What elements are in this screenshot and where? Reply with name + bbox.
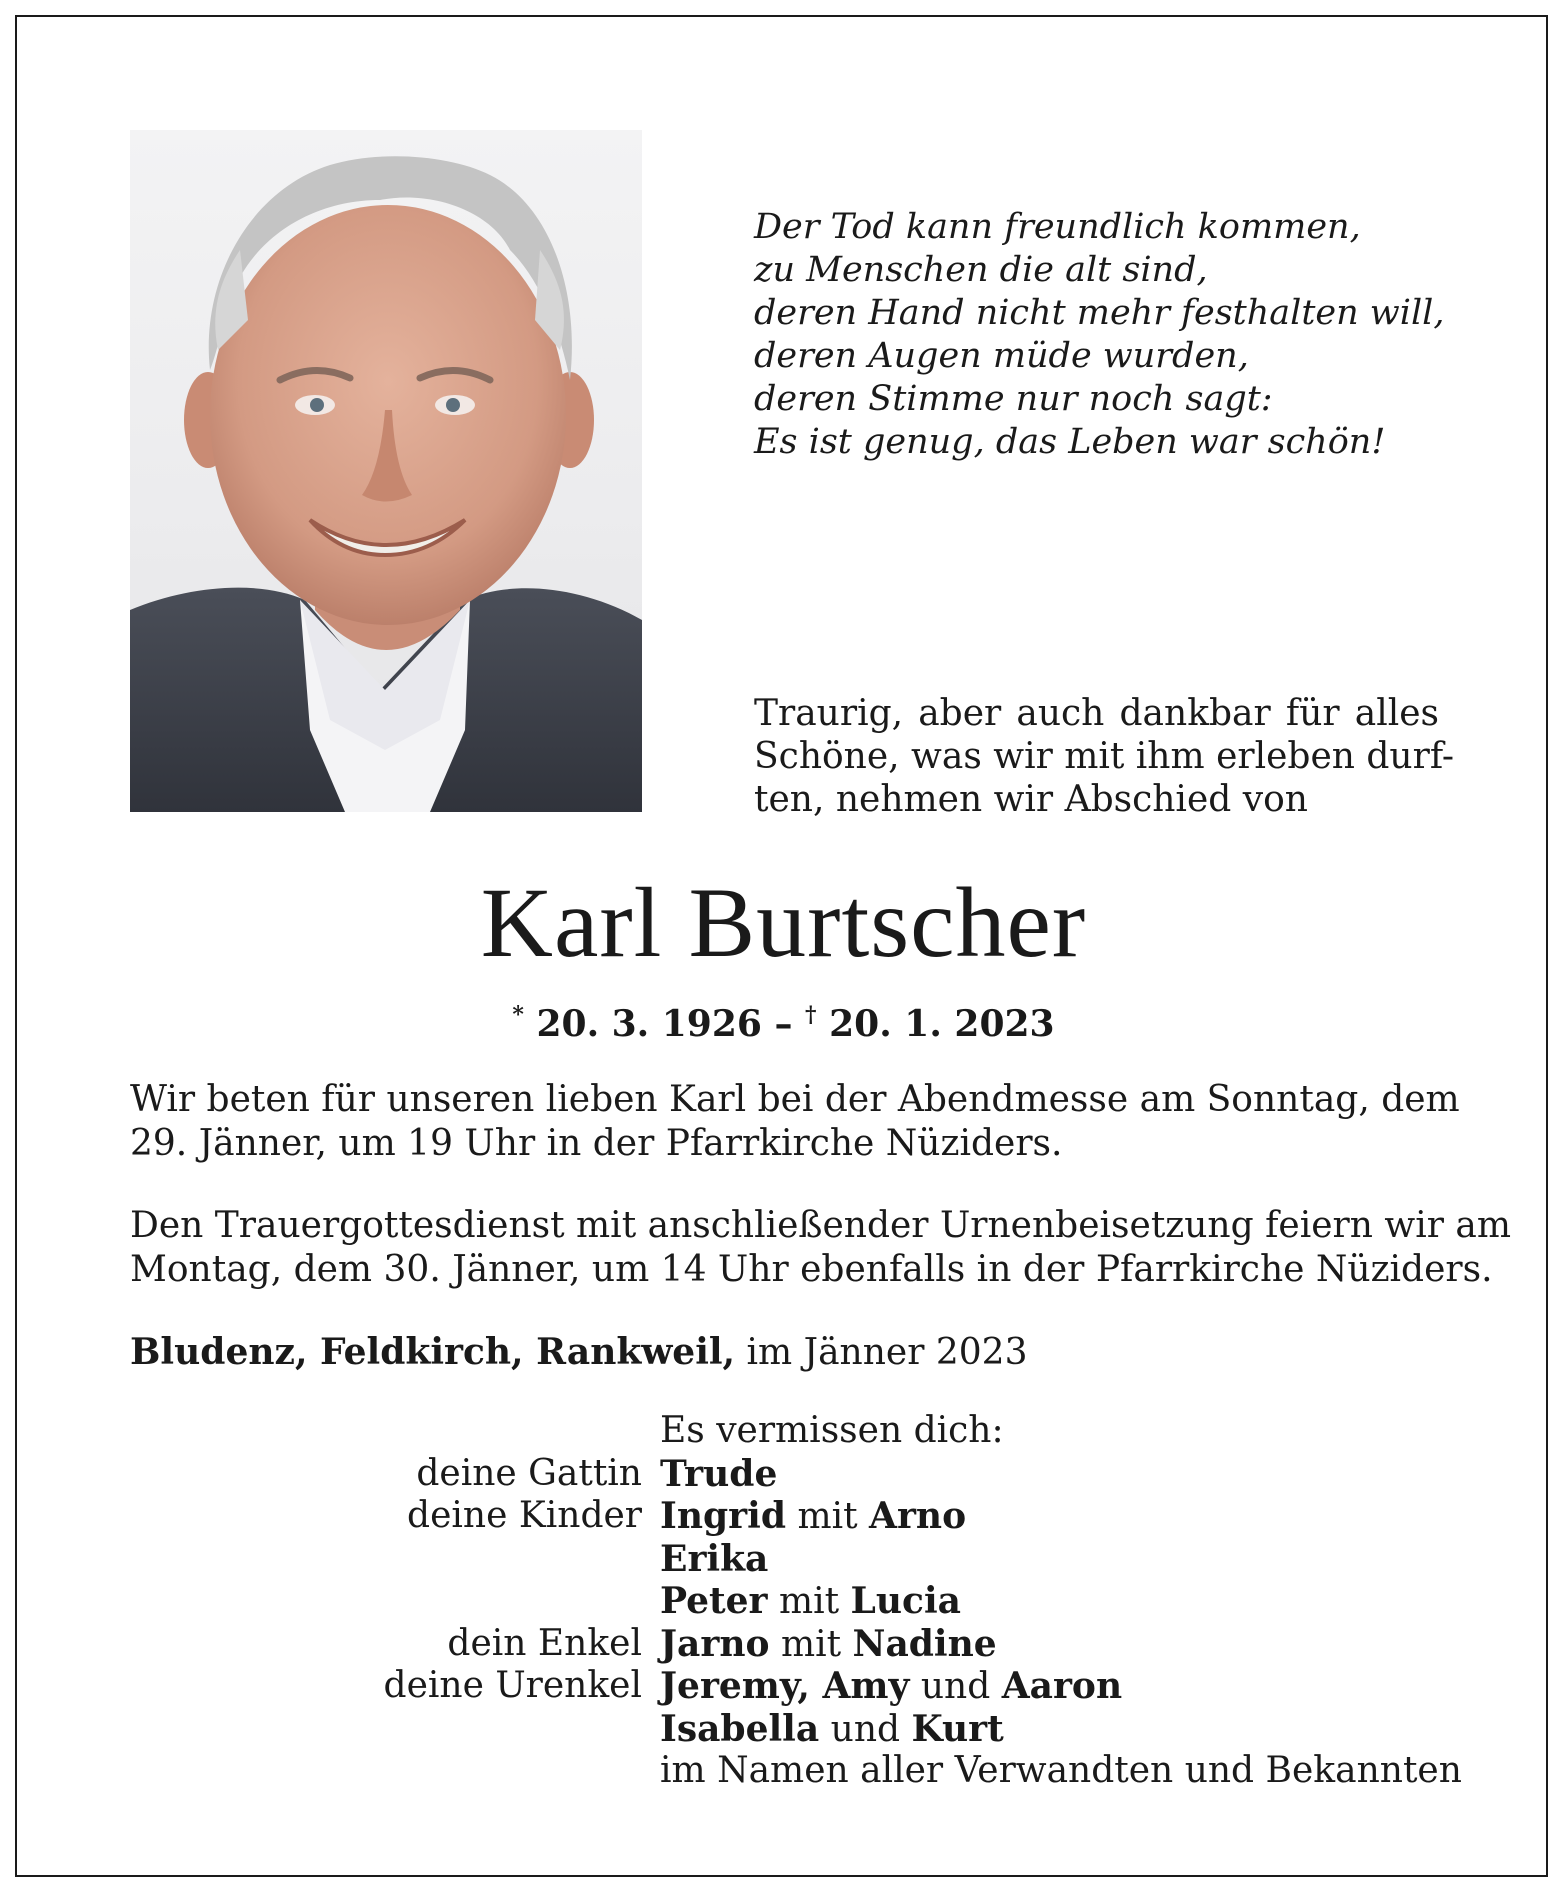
family-names — [660, 1495, 966, 1538]
family-member-name: Nadine — [852, 1622, 997, 1665]
life-dates — [0, 993, 1567, 1046]
family-connector: mit — [769, 1623, 853, 1665]
places: Bludenz, Feldkirch, Rankweil, — [130, 1331, 736, 1373]
family-relation: deine Kinder — [407, 1495, 642, 1536]
death-date: 20. 1. 2023 — [829, 1003, 1055, 1045]
family-connector: und — [819, 1708, 912, 1750]
family-heading-row — [0, 1410, 1567, 1453]
family-relation — [0, 1750, 660, 1793]
family-member-name: Lucia — [850, 1580, 961, 1622]
family-row — [0, 1750, 1567, 1793]
family-row — [0, 1623, 1567, 1666]
poem-line: deren Hand nicht mehr festhalten will, — [754, 293, 1445, 333]
family-relation — [0, 1708, 660, 1751]
intro-line: Schöne, was wir mit ihm erleben durf- — [754, 736, 1455, 777]
family-relation: deine Urenkel — [383, 1665, 642, 1706]
funeral-paragraph — [130, 1204, 1511, 1292]
place-and-date — [130, 1330, 1438, 1375]
family-member-name: Jeremy, Amy — [660, 1665, 910, 1707]
poem-line: zu Menschen die alt sind, — [754, 250, 1208, 290]
family-names — [660, 1665, 1122, 1708]
family-names — [660, 1708, 1004, 1751]
poem-line: deren Augen müde wurden, — [754, 336, 1249, 376]
family-heading: Es vermissen dich: — [660, 1410, 1004, 1451]
family-relation: dein Enkel — [447, 1622, 642, 1664]
death-symbol: † — [805, 1002, 817, 1028]
family-connector: mit — [786, 1496, 870, 1537]
family-member-name: Ingrid — [660, 1495, 786, 1537]
intro-line: ten, nehmen wir Abschied von — [754, 779, 1308, 820]
family-member-name: Arno — [869, 1495, 967, 1537]
family-row — [0, 1665, 1567, 1708]
portrait-photo — [130, 130, 642, 812]
paragraph-line: 29. Jänner, um 19 Uhr in der Pfarrkirche Nüziders. — [130, 1123, 1063, 1164]
date-separator: – — [774, 1003, 793, 1045]
paragraph-line: Wir beten für unseren lieben Karl bei der Abendmesse am Sonntag, dem — [130, 1079, 1460, 1120]
farewell-intro — [754, 692, 1455, 821]
poem — [754, 206, 1454, 464]
family-member-name: Isabella — [660, 1707, 820, 1750]
family-member-name: Kurt — [911, 1707, 1004, 1750]
birth-date: 20. 3. 1926 — [536, 1003, 762, 1045]
family-row — [0, 1708, 1567, 1751]
family-row — [0, 1495, 1567, 1538]
paragraph-line: Den Trauergottesdienst mit anschließender Urnenbeisetzung feiern wir am — [130, 1205, 1511, 1246]
family-member-name: Jarno — [660, 1622, 770, 1665]
deceased-name: Karl Burtscher — [480, 867, 1087, 978]
place-date: im Jänner 2023 — [735, 1332, 1028, 1373]
family-names — [660, 1623, 997, 1666]
family-relation — [0, 1580, 660, 1623]
family-list — [0, 1410, 1567, 1793]
prayer-paragraph — [130, 1078, 1460, 1166]
family-names — [660, 1538, 768, 1581]
poem-line: deren Stimme nur noch sagt: — [754, 379, 1273, 419]
intro-line: Traurig, aber auch dankbar für alles — [754, 693, 1439, 734]
family-row — [0, 1538, 1567, 1581]
family-row — [0, 1453, 1567, 1496]
family-member-name: Peter — [660, 1580, 768, 1622]
poem-line: Der Tod kann freundlich kommen, — [754, 207, 1361, 247]
family-member-name: Trude — [660, 1452, 778, 1495]
family-row — [0, 1580, 1567, 1623]
family-member-name: Aaron — [1001, 1665, 1123, 1707]
birth-symbol: * — [512, 1002, 524, 1028]
family-rows — [0, 1453, 1567, 1793]
family-connector: mit — [767, 1581, 851, 1622]
portrait-illustration — [130, 130, 642, 812]
family-names — [660, 1453, 777, 1496]
paragraph-line: Montag, dem 30. Jänner, um 14 Uhr ebenfalls in der Pfarrkirche Nüziders. — [130, 1249, 1493, 1290]
family-names — [660, 1580, 961, 1623]
poem-line: Es ist genug, das Leben war schön! — [754, 422, 1386, 462]
family-names — [660, 1750, 1462, 1793]
family-connector: und — [909, 1666, 1002, 1707]
family-member-name: Erika — [660, 1537, 769, 1580]
family-relation: deine Gattin — [416, 1452, 642, 1494]
family-relation — [0, 1538, 660, 1581]
family-connector: im Namen aller Verwandten und Bekannten — [660, 1750, 1462, 1791]
